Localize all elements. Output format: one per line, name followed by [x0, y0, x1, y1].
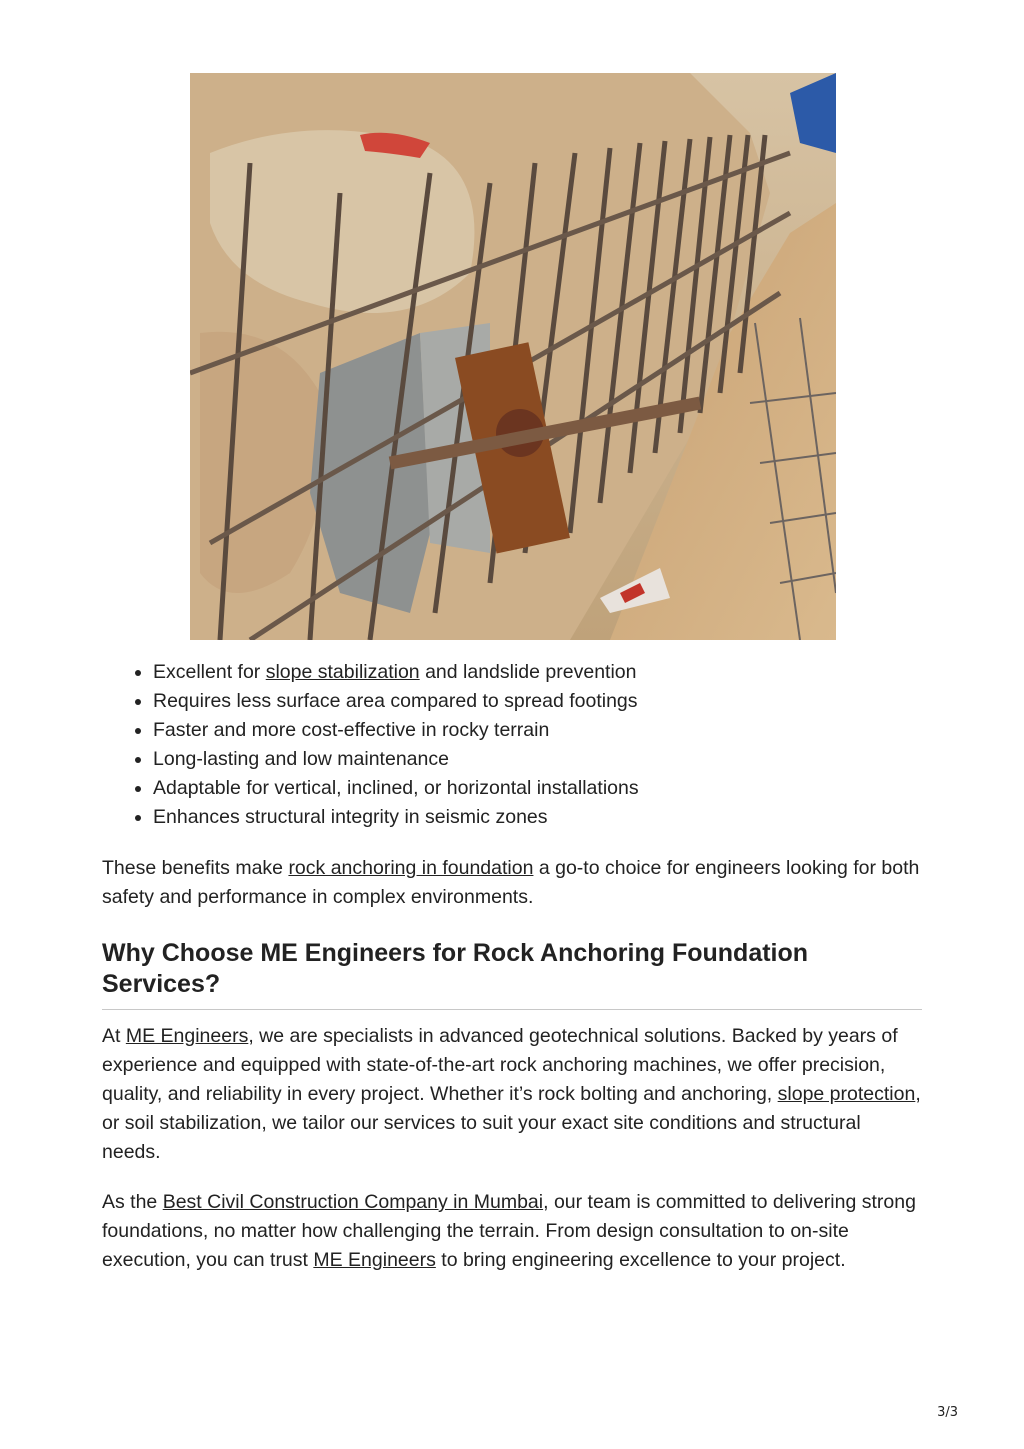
list-item: • Enhances structural integrity in seismic zones — [153, 803, 922, 832]
paragraph-text: , or soil stabilization, we tailor our services to suit your exact site conditions and structural needs. — [102, 1083, 921, 1163]
list-item: • Requires less surface area compared to spread footings — [153, 687, 922, 716]
list-item: • Faster and more cost-effective in rocky terrain — [153, 716, 922, 745]
best-civil-construction-link[interactable]: Best Civil Construction Company in Mumbai — [162, 1191, 544, 1213]
paragraph-text: These benefits make — [102, 857, 289, 879]
paragraph-text: At — [102, 1025, 126, 1047]
paragraph-text: , our team is committed to delivering strong foundations, no matter how challenging the terrain. From design consultation to on-site execution, you can trust — [102, 1191, 916, 1271]
rock-anchoring-photo — [190, 73, 836, 640]
paragraph-text: , we are specialists in advanced geotechnical solutions. Backed by years of experience and equipped with state-of-the-art rock anchoring machines, we offer precision, quality, and reliability in every project. Whether it’s rock bolting and anchoring, — [102, 1025, 898, 1105]
slope-protection-link[interactable]: slope protection — [777, 1083, 916, 1105]
paragraph-text: a go-to choice for engineers looking for both safety and performance in complex environments. — [102, 857, 920, 908]
list-item-text: and landslide prevention — [419, 661, 637, 683]
list-item: • Long-lasting and low maintenance — [153, 745, 922, 774]
benefits-list — [102, 658, 922, 832]
about-paragraph — [102, 1022, 922, 1167]
page-number: 3/3 — [937, 1405, 958, 1420]
list-item — [153, 658, 922, 687]
list-item-text: Excellent for — [153, 661, 266, 683]
me-engineers-link[interactable]: ME Engineers — [125, 1025, 249, 1047]
me-engineers-link-2[interactable]: ME Engineers — [313, 1249, 436, 1271]
commitment-paragraph — [102, 1188, 922, 1275]
slope-stabilization-link[interactable]: slope stabilization — [265, 661, 420, 683]
article-content — [102, 658, 922, 1275]
list-item: • Adaptable for vertical, inclined, or horizontal installations — [153, 774, 922, 803]
rock-anchoring-foundation-link[interactable]: rock anchoring in foundation — [288, 857, 534, 879]
paragraph-text: As the — [102, 1191, 163, 1213]
section-heading: Why Choose ME Engineers for Rock Anchoring Foundation Services? — [102, 938, 922, 1010]
paragraph-text: to bring engineering excellence to your project. — [435, 1249, 846, 1271]
benefits-summary-paragraph — [102, 854, 922, 912]
